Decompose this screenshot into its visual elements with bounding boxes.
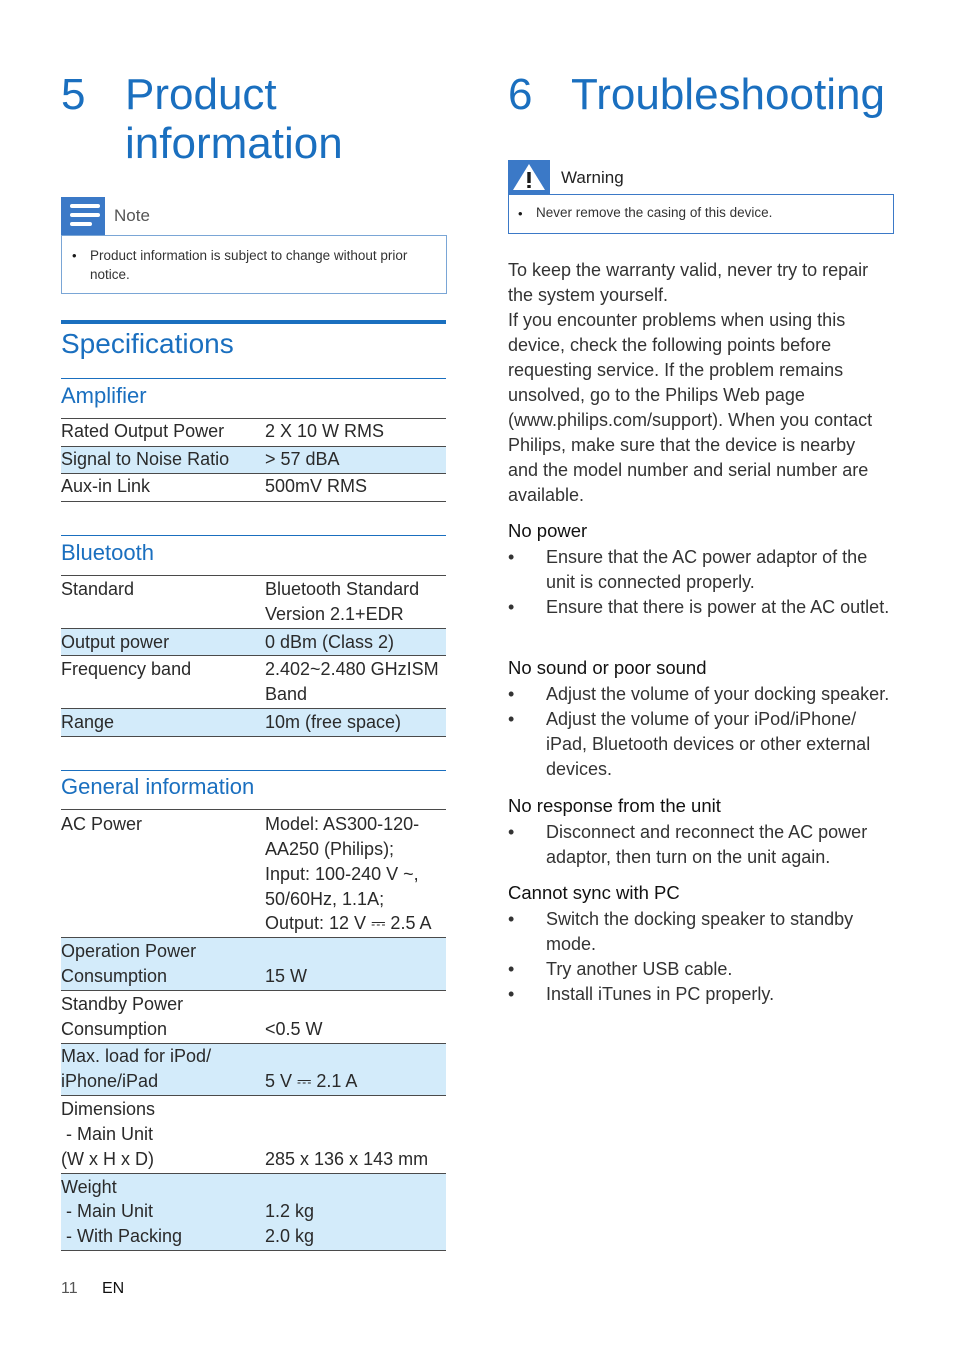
bullet: • [508,547,515,567]
warning-box [508,194,894,234]
list-item-text: Disconnect and reconnect the AC power adaptor, then turn on the unit again. [546,822,868,867]
bullet: • [508,959,515,979]
row-key: Consumption [61,966,168,986]
list-item [508,682,898,707]
note-text: Product information is subject to change without prior notice. [90,248,408,282]
list-item [508,907,898,957]
note-header [61,197,446,235]
warning-label: Warning [561,168,624,187]
chapter-title-line1: Product [125,70,277,119]
list-item [508,982,898,1007]
table-row [61,1174,446,1251]
row-key: iPhone/iPad [61,1071,159,1091]
row-value: 15 W [265,966,308,986]
bullet: • [508,909,515,929]
row-key: Frequency band [61,659,192,679]
row-value: 1.2 kg [265,1201,315,1221]
warning-text: Never remove the casing of this device. [536,205,773,220]
chapter-title: Troubleshooting [571,70,885,119]
list-item [508,545,898,595]
intro-line: Philips, make sure that the device is nearby [508,435,856,455]
table-row [61,474,446,502]
row-key: - With Packing [61,1226,183,1246]
bullet: • [508,984,515,1004]
intro-line: available. [508,485,585,505]
row-key: Weight [61,1177,117,1197]
specifications-rule [61,320,446,324]
cannot-sync-title: Cannot sync with PC [508,882,680,903]
table-row [61,629,446,656]
table-row [61,991,446,1044]
section-rule [61,535,446,536]
chapter-title-line2: information [125,119,343,168]
note-icon [61,197,105,235]
row-key: Output power [61,632,170,652]
table-row [61,810,446,938]
intro-line: device, check the following points before [508,335,832,355]
row-key: Standby Power [61,994,184,1014]
row-value: Band [265,684,308,704]
row-key: - Main Unit [61,1124,154,1144]
page-number: 11 [61,1280,78,1297]
row-key: Rated Output Power [61,421,225,441]
row-key: Max. load for iPod/ [61,1046,212,1066]
intro-line: requesting service. If the problem remains [508,360,844,380]
row-value: 2.0 kg [265,1226,315,1246]
bullet: • [518,206,523,221]
row-value: Bluetooth Standard [265,579,420,599]
bullet: • [508,822,515,842]
bullet: • [508,597,515,617]
list-item [508,595,898,645]
row-key: (W x H x D) [61,1149,154,1169]
list-item-text: Adjust the volume of your iPod/iPhone/ iPad, Bluetooth devices or other external devices. [546,709,871,779]
table-row [61,938,446,991]
table-row [61,709,446,737]
row-key: Operation Power [61,941,197,961]
row-value: 2 X 10 W RMS [265,421,385,441]
list-item [508,707,898,782]
row-value: 5 V ⎓ 2.1 A [265,1071,358,1091]
warning-header [508,160,893,194]
list-item-text: Ensure that the AC power adaptor of the unit is connected properly. [546,547,868,592]
row-key: Aux-in Link [61,476,151,496]
row-value: 500mV RMS [265,476,368,496]
table-row [61,576,446,629]
row-key: AC Power [61,814,143,834]
row-value: <0.5 W [265,1019,323,1039]
section-rule [61,378,446,379]
bullet: • [508,709,515,729]
row-key: Dimensions [61,1099,156,1119]
row-value: 2.402~2.480 GHzISM [265,659,439,679]
row-key: Consumption [61,1019,168,1039]
general-info-title: General information [61,774,255,799]
table-row [61,656,446,709]
intro-line: and the model number and serial number are [508,460,869,480]
table-row [61,419,446,447]
list-item-text: Ensure that there is power at the AC outlet. [546,597,890,617]
chapter-number: 6 [508,70,533,119]
row-value: AA250 (Philips); [265,839,395,859]
table-row [61,447,446,474]
chapter-number: 5 [61,70,86,119]
intro-line: unsolved, go to the Philips Web page [508,385,805,405]
amplifier-title: Amplifier [61,383,147,408]
no-power-title: No power [508,520,588,541]
row-value: Input: 100-240 V ~, [265,864,419,884]
row-key: Range [61,712,115,732]
intro-line: If you encounter problems when using this [508,310,846,330]
list-item-text: Switch the docking speaker to standby mode. [546,909,854,954]
list-item [508,957,898,982]
bullet: • [72,248,77,263]
intro-line: To keep the warranty valid, never try to repair [508,260,869,280]
bullet: • [508,684,515,704]
list-item-text: Install iTunes in PC properly. [546,984,775,1004]
warning-icon [508,160,550,194]
row-value: Version 2.1+EDR [265,604,404,624]
intro-line: the system yourself. [508,285,669,305]
section-rule [61,770,446,771]
no-response-title: No response from the unit [508,795,721,816]
specifications-title: Specifications [61,328,234,359]
no-sound-title: No sound or poor sound [508,657,707,678]
row-value: > 57 dBA [265,449,340,469]
row-value: 285 x 136 x 143 mm [265,1149,429,1169]
language-code: EN [102,1280,125,1297]
row-key: Standard [61,579,135,599]
note-label: Note [114,206,150,225]
intro-paragraph [508,258,893,508]
row-value: 0 dBm (Class 2) [265,632,395,652]
list-item-text: Try another USB cable. [546,959,733,979]
row-value: Output: 12 V ⎓ 2.5 A [265,913,432,933]
row-key: Signal to Noise Ratio [61,449,230,469]
bluetooth-title: Bluetooth [61,540,154,565]
note-box [61,235,447,294]
row-value: Model: AS300-120- [265,814,420,834]
row-value: 50/60Hz, 1.1A; [265,889,385,909]
list-item [508,820,898,870]
table-row [61,1096,446,1174]
row-value: 10m (free space) [265,712,402,732]
row-key: - Main Unit [61,1201,154,1221]
list-item-text: Adjust the volume of your docking speaker. [546,684,890,704]
table-row [61,1044,446,1096]
intro-line: (www.philips.com/support). When you contact [508,410,873,430]
